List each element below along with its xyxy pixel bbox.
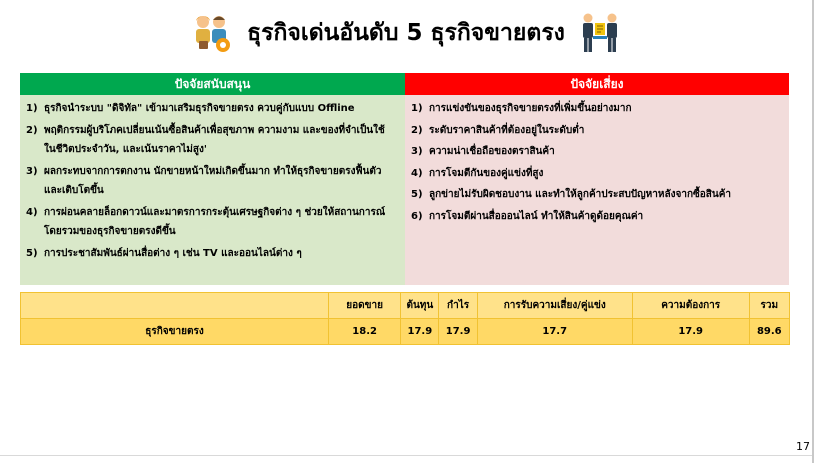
risk-factors-list <box>405 95 789 226</box>
table-header-risk: การรับความเสี่ยง/คู่แข่ง <box>477 293 632 319</box>
item-number: 4) <box>26 207 38 218</box>
item-number: 3) <box>26 166 38 177</box>
table-header-profit: กำไร <box>439 293 477 319</box>
list-item <box>26 162 395 200</box>
item-text: ธุรกิจนำระบบ "ดิจิทัล" เข้ามาเสริมธุรกิจขายตรง ควบคู่กับแบบ Offline <box>44 103 355 114</box>
table-header-cost: ต้นทุน <box>401 293 439 319</box>
page-title: ธุรกิจเด่นอันดับ 5 ธุรกิจขายตรง <box>247 20 565 46</box>
item-number: 2) <box>26 125 38 136</box>
item-number: 4) <box>411 167 423 179</box>
support-factors-panel <box>20 73 405 285</box>
item-text: ระดับราคาสินค้าที่ต้องอยู่ในระดับต่ำ <box>429 124 585 136</box>
slide-right-border <box>812 0 814 463</box>
slide-bottom-border <box>0 455 812 456</box>
list-item <box>411 99 779 118</box>
support-factors-heading: ปัจจัยสนับสนุน <box>20 73 405 95</box>
list-item <box>26 244 395 263</box>
support-factors-list <box>20 95 405 263</box>
list-item <box>26 203 395 241</box>
row-label: ธุรกิจขายตรง <box>21 319 329 345</box>
list-item <box>411 121 779 140</box>
item-text: ลูกข่ายไม่รับผิดชอบงาน และทำให้ลูกค้าประสบปัญหาหลังจากซื้อสินค้า <box>429 189 732 200</box>
item-number: 6) <box>411 210 423 222</box>
item-text: การแข่งขันของธุรกิจขายตรงที่เพิ่มขึ้นอย่างมาก <box>429 103 632 114</box>
item-text: การโจมตีกันของคู่แข่งที่สูง <box>429 167 544 179</box>
item-text: การผ่อนคลายล็อกดาวน์และมาตรการกระตุ้นเศรษฐกิจต่าง ๆ ช่วยให้สถานการณ์โดยรวมของธุรกิจขายตรงดีขึ้น <box>44 207 386 237</box>
item-number: 5) <box>411 189 423 200</box>
title-row <box>0 8 812 58</box>
list-item <box>26 99 395 118</box>
item-number: 2) <box>411 124 423 136</box>
business-people-icon <box>189 10 235 56</box>
item-text: การประชาสัมพันธ์ผ่านสื่อต่าง ๆ เช่น TV และออนไลน์ต่าง ๆ <box>44 248 302 259</box>
item-number: 1) <box>411 103 423 114</box>
table-cell: 18.2 <box>329 319 401 345</box>
table-header-sales: ยอดขาย <box>329 293 401 319</box>
table-cell: 17.9 <box>401 319 439 345</box>
page-number: 17 <box>796 440 810 453</box>
item-number: 3) <box>411 146 423 157</box>
score-table <box>20 292 790 345</box>
item-text: ผลกระทบจากการตกงาน นักขายหน้าใหม่เกิดขึ้นมาก ทำให้ธุรกิจขายตรงฟื้นตัวและเติบโตขึ้น <box>44 166 382 196</box>
risk-factors-panel <box>405 73 789 285</box>
table-header-demand: ความต้องการ <box>632 293 749 319</box>
table-header-total: รวม <box>749 293 789 319</box>
item-text: พฤติกรรมผู้บริโภคเปลี่ยนเน้นซื้อสินค้าเพื่อสุขภาพ ความงาม และของที่จำเป็นใช้ในชีวิตประจำวัน, และเน้นราคาไม่สูง' <box>44 125 385 155</box>
table-cell: 17.9 <box>439 319 477 345</box>
item-text: การโจมตีผ่านสื่อออนไลน์ ทำให้สินค้าดูด้อยคุณค่า <box>429 210 644 222</box>
table-row <box>21 319 790 345</box>
table-header-row <box>21 293 790 319</box>
list-item <box>411 142 779 161</box>
risk-factors-heading: ปัจจัยเสี่ยง <box>405 73 789 95</box>
handshake-deal-icon <box>577 10 623 56</box>
item-number: 5) <box>26 248 38 259</box>
list-item <box>411 185 779 204</box>
table-cell: 89.6 <box>749 319 789 345</box>
item-text: ความน่าเชื่อถือของตราสินค้า <box>429 146 555 157</box>
list-item <box>411 164 779 183</box>
table-header-empty <box>21 293 329 319</box>
table-cell: 17.7 <box>477 319 632 345</box>
list-item <box>26 121 395 159</box>
item-number: 1) <box>26 103 38 114</box>
list-item <box>411 207 779 226</box>
table-cell: 17.9 <box>632 319 749 345</box>
